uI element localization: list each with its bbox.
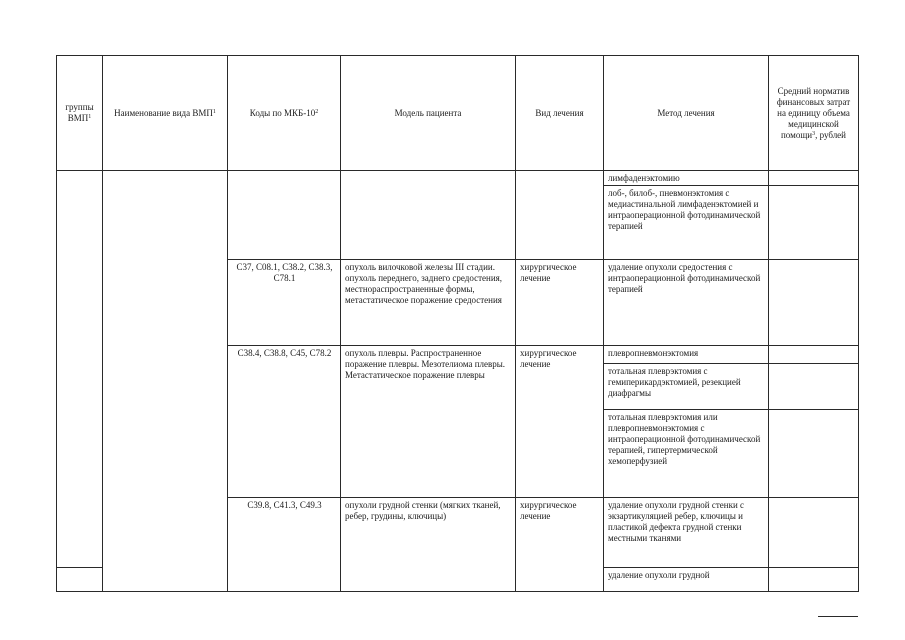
treatment-type-cell: хирургическое лечение xyxy=(516,498,604,592)
method-cell: удаление опухоли грудной xyxy=(604,568,769,592)
cost-cell xyxy=(769,498,859,568)
method-cell: плевропневмонэктомия xyxy=(604,346,769,364)
method-cell: тотальная плеврэктомия или плевропневмонэктомия с интраоперационной фотодинамической терапией, гипертермической хемоперфузией xyxy=(604,410,769,498)
codes-cell xyxy=(228,171,341,260)
cost-cell xyxy=(769,171,859,186)
cost-cell xyxy=(769,568,859,592)
patient-model-cell: опухоль плевры. Распространенное поражение плевры. Мезотелиома плевры. Метастатическое поражение плевры xyxy=(341,346,516,498)
footnote-rule xyxy=(818,616,858,617)
header-vmp-name: Наименование вида ВМП$^1$ xyxy=(103,56,228,171)
cost-cell xyxy=(769,346,859,364)
table-row xyxy=(57,171,859,186)
patient-model-cell: опухоли грудной стенки (мягких тканей, ребер, грудины, ключицы) xyxy=(341,498,516,592)
method-cell: лоб-, билоб-, пневмонэктомия с медиастинальной лимфаденэктомией и интраоперационной фотодинамической терапией xyxy=(604,186,769,260)
method-cell: тотальная плеврэктомия с гемиперикардэктомией, резекцией диафрагмы xyxy=(604,364,769,410)
header-icd-codes: Коды по МКБ-$10^2$ xyxy=(228,56,341,171)
method-cell: лимфаденэктомию xyxy=(604,171,769,186)
codes-cell: C38.4, C38.8, C45, C78.2 xyxy=(228,346,341,498)
header-treatment-method: Метод лечения xyxy=(604,56,769,171)
vmp-table xyxy=(56,55,859,592)
codes-cell: C37, C08.1, C38.2, C38.3, C78.1 xyxy=(228,260,341,346)
patient-model-cell xyxy=(341,171,516,260)
cost-cell xyxy=(769,410,859,498)
patient-model-cell: опухоль вилочковой железы III стадии. опухоль переднего, заднего средостения, местнораспространенные формы, метастатическое поражение средостения xyxy=(341,260,516,346)
group-cell xyxy=(57,171,103,568)
cost-cell xyxy=(769,186,859,260)
method-cell: удаление опухоли грудной стенки с экзартикуляцией ребер, ключицы и пластикой дефекта грудной стенки местными тканями xyxy=(604,498,769,568)
treatment-type-cell: хирургическое лечение xyxy=(516,346,604,498)
cost-cell xyxy=(769,364,859,410)
header-cost-norm: Средний норматив финансовых затрат на единицу объема медицинской помощи$^3$, рублей xyxy=(769,56,859,171)
header-patient-model: Модель пациента xyxy=(341,56,516,171)
treatment-type-cell xyxy=(516,171,604,260)
group-cell xyxy=(57,568,103,592)
method-cell: удаление опухоли средостения с интраоперационной фотодинамической терапией xyxy=(604,260,769,346)
header-treatment-type: Вид лечения xyxy=(516,56,604,171)
vmp-name-cell xyxy=(103,171,228,592)
table-header xyxy=(57,56,859,171)
header-group: группы ВМП$^1$ xyxy=(57,56,103,171)
treatment-type-cell: хирургическое лечение xyxy=(516,260,604,346)
cost-cell xyxy=(769,260,859,346)
codes-cell: C39.8, C41.3, C49.3 xyxy=(228,498,341,592)
